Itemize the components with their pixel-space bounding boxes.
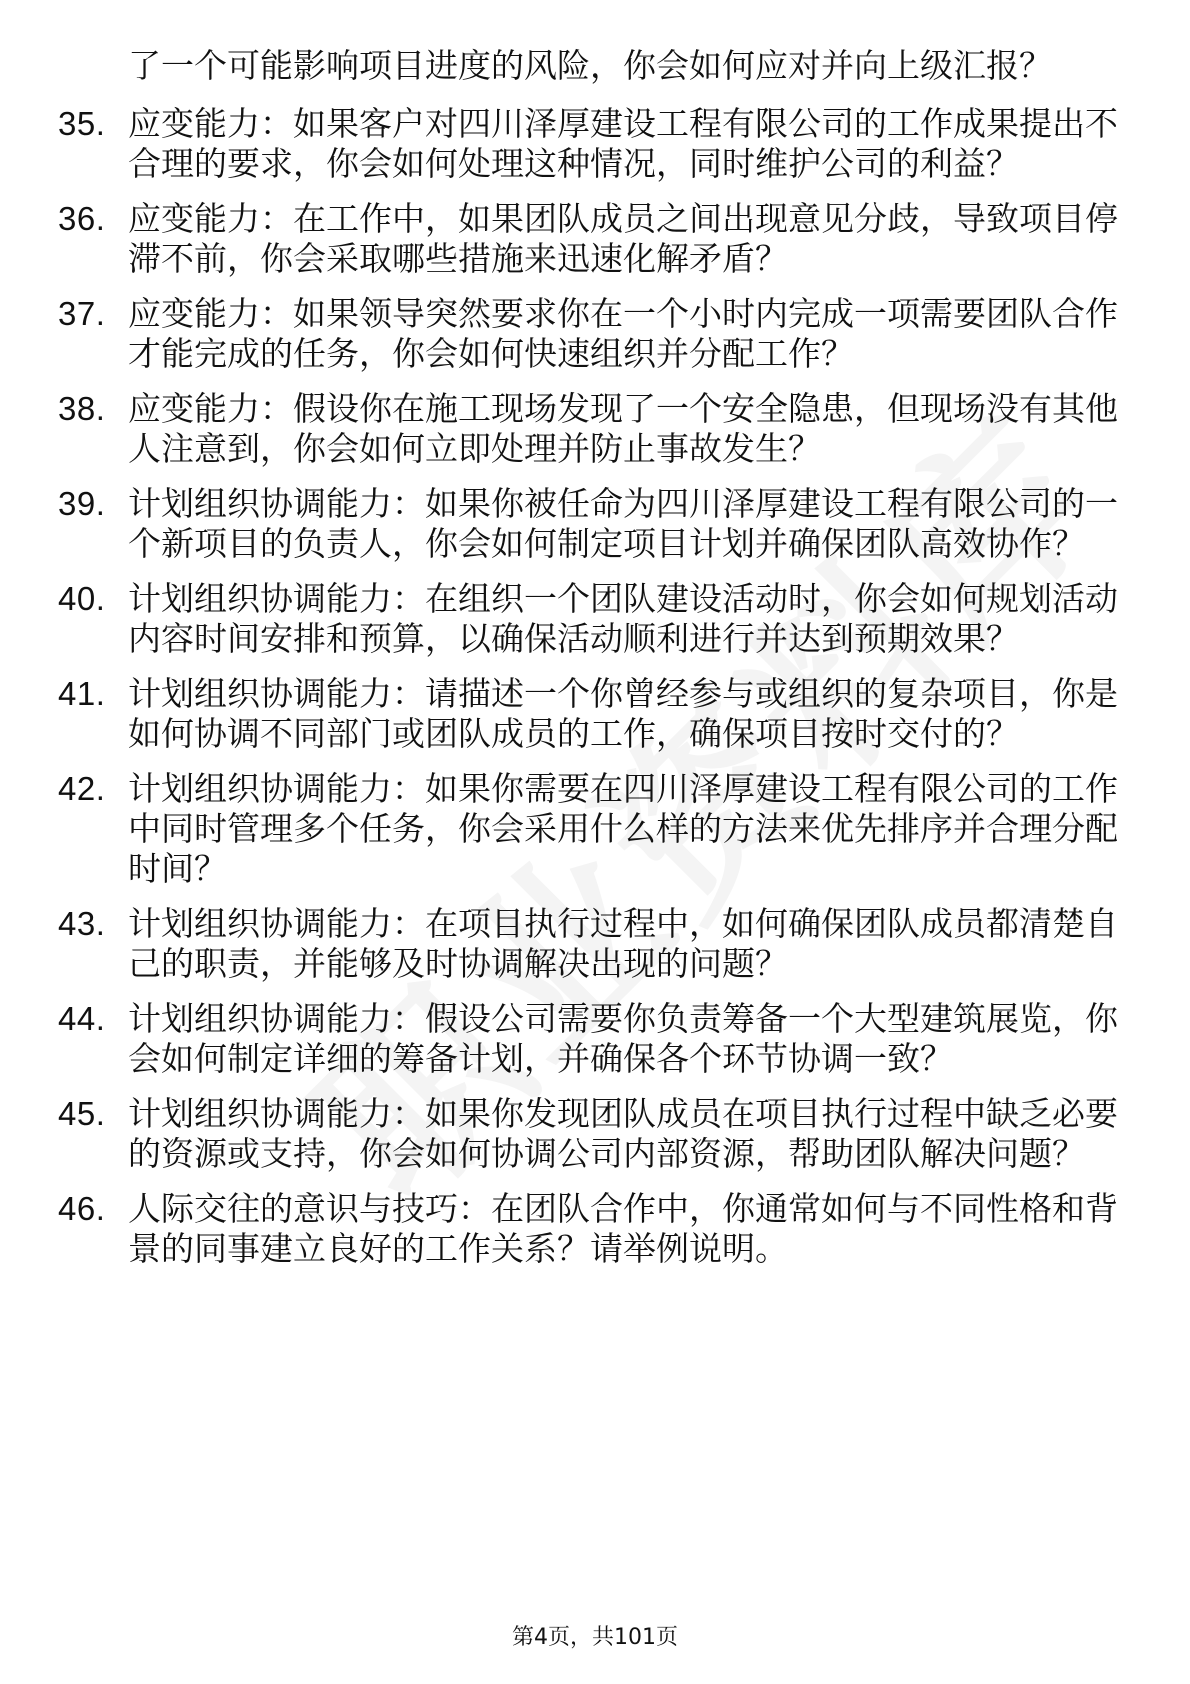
question-item — [58, 484, 1118, 564]
question-item — [58, 389, 1118, 469]
question-text: 应变能力：如果领导突然要求你在一个小时内完成一项需要团队合作才能完成的任务，你会如何快速组织并分配工作？ — [128, 294, 1118, 373]
question-item — [58, 199, 1118, 279]
question-text: 计划组织协调能力：在组织一个团队建设活动时，你会如何规划活动内容时间安排和预算，以确保活动顺利进行并达到预期效果？ — [128, 579, 1118, 658]
question-item — [58, 104, 1118, 184]
question-text: 应变能力：如果客户对四川泽厚建设工程有限公司的工作成果提出不合理的要求，你会如何处理这种情况，同时维护公司的利益？ — [128, 104, 1118, 183]
question-item — [58, 294, 1118, 374]
question-item — [58, 1094, 1118, 1174]
question-text: 计划组织协调能力：假设公司需要你负责筹备一个大型建筑展览，你会如何制定详细的筹备计划，并确保各个环节协调一致？ — [128, 999, 1118, 1078]
question-number: 46. — [58, 1190, 106, 1227]
question-text: 计划组织协调能力：如果你需要在四川泽厚建设工程有限公司的工作中同时管理多个任务，你会采用什么样的方法来优先排序并合理分配时间？ — [128, 769, 1118, 888]
question-item — [58, 579, 1118, 659]
question-number: 36. — [58, 200, 106, 237]
question-item — [58, 1189, 1118, 1269]
question-number: 43. — [58, 905, 106, 942]
question-number: 35. — [58, 105, 106, 142]
question-number: 42. — [58, 770, 106, 807]
question-text: 计划组织协调能力：请描述一个你曾经参与或组织的复杂项目，你是如何协调不同部门或团队成员的工作，确保项目按时交付的？ — [128, 674, 1118, 753]
page-footer: 第4页，共101页 — [512, 1625, 678, 1650]
question-text: 应变能力：在工作中，如果团队成员之间出现意见分歧，导致项目停滞不前，你会采取哪些措施来迅速化解矛盾？ — [128, 199, 1118, 278]
question-item — [58, 999, 1118, 1079]
question-number: 44. — [58, 1000, 106, 1037]
question-number: 41. — [58, 675, 106, 712]
question-text: 人际交往的意识与技巧：在团队合作中，你通常如何与不同性格和背景的同事建立良好的工作关系？请举例说明。 — [128, 1189, 1118, 1268]
question-number: 40. — [58, 580, 106, 617]
question-number: 39. — [58, 485, 106, 522]
question-text: 计划组织协调能力：在项目执行过程中，如何确保团队成员都清楚自己的职责，并能够及时协调解决出现的问题？ — [128, 904, 1118, 983]
question-text: 计划组织协调能力：如果你发现团队成员在项目执行过程中缺乏必要的资源或支持，你会如何协调公司内部资源，帮助团队解决问题？ — [128, 1094, 1118, 1173]
continuation-text: 了一个可能影响项目进度的风险，你会如何应对并向上级汇报？ — [128, 46, 1052, 85]
question-item — [58, 904, 1118, 984]
question-number: 45. — [58, 1095, 106, 1132]
question-item — [58, 769, 1118, 889]
question-item — [58, 674, 1118, 754]
question-number: 38. — [58, 390, 106, 427]
question-list — [58, 44, 1118, 1284]
question-text: 应变能力：假设你在施工现场发现了一个安全隐患，但现场没有其他人注意到，你会如何立即处理并防止事故发生？ — [128, 389, 1118, 468]
question-number: 37. — [58, 295, 106, 332]
question-text: 计划组织协调能力：如果你被任命为四川泽厚建设工程有限公司的一个新项目的负责人，你会如何制定项目计划并确保团队高效协作？ — [128, 484, 1118, 563]
